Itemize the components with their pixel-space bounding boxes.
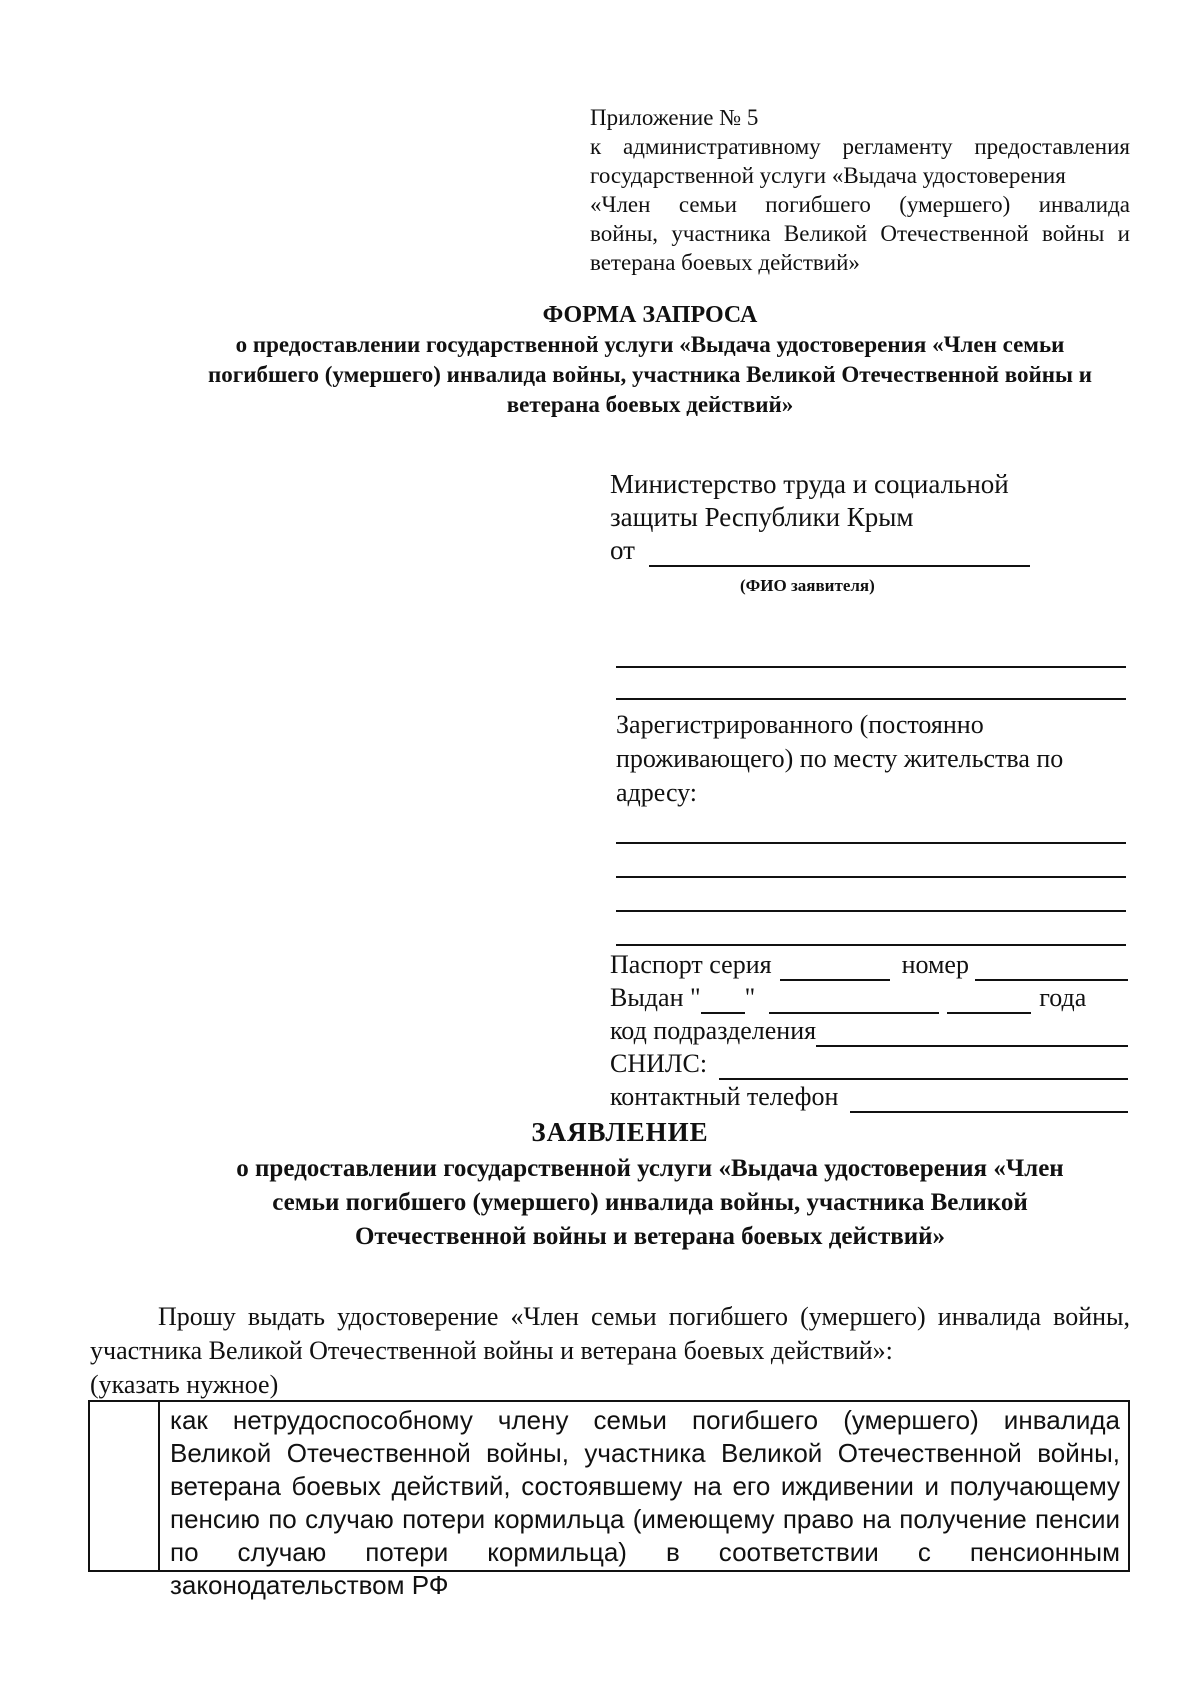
option-checkbox[interactable] [90, 1402, 160, 1570]
registered-line: Зарегистрированного (постоянно [616, 710, 984, 739]
passport-series-field[interactable] [780, 957, 890, 981]
statement-subtitle-line: о предоставлении государственной услуги «Выдача удостоверения «Член [236, 1155, 1064, 1182]
appendix-line: ветерана боевых действий» [590, 250, 860, 275]
form-title [120, 300, 1180, 420]
appendix-header [590, 103, 1130, 277]
appendix-number: Приложение № 5 [590, 105, 759, 130]
registered-line: адресу: [616, 778, 698, 807]
issued-month-field[interactable] [769, 990, 939, 1014]
address-line[interactable] [616, 876, 1126, 878]
appendix-line: государственной услуги «Выдача удостоверения [590, 163, 1066, 188]
option-text: как нетрудоспособному члену семьи погибшего (умершего) инвалида Великой Отечественной войны, участника Великой Отечественной войны, ветерана боевых действий, состоявшему на его иждивении и получающему пенсию по случаю потери кормильца (имеющему право на получение пенсии по случаю потери кормильца) в соответствии с пенсионным законодательством РФ [170, 1405, 1120, 1600]
addressee-block [610, 468, 1130, 1113]
fio-extra-line[interactable] [616, 666, 1126, 668]
form-title-line: о предоставлении государственной услуги «Выдача удостоверения «Член семьи [235, 332, 1065, 357]
phone-label: контактный телефон [610, 1082, 839, 1111]
snils-row [610, 1047, 1128, 1080]
from-row [610, 534, 1030, 567]
form-title-line: ветерана боевых действий» [506, 392, 794, 417]
registered-text [616, 708, 1130, 810]
passport-block [610, 948, 1128, 1113]
ministry-line: Министерство труда и социальной [610, 469, 1009, 499]
issued-day-field[interactable] [701, 990, 745, 1014]
passport-series-label: Паспорт серия [610, 950, 772, 979]
snils-field[interactable] [719, 1056, 1128, 1080]
snils-label: СНИЛС: [610, 1049, 708, 1078]
division-row [610, 1014, 1128, 1047]
statement-subtitle-line: Отечественной войны и ветерана боевых действий» [354, 1223, 946, 1250]
statement-subtitle-line: семьи погибшего (умершего) инвалида войны, участника Великой [272, 1189, 1028, 1216]
request-text: Прошу выдать удостоверение «Член семьи погибшего (умершего) инвалида войны, участника Великой Отечественной войны и ветерана боевых действий»: [90, 1302, 1130, 1365]
registered-line: проживающего) по месту жительства по [616, 744, 1064, 773]
address-line[interactable] [616, 842, 1126, 844]
statement-body [90, 1300, 1130, 1402]
issued-label: Выдан " [610, 983, 701, 1012]
form-heading: ФОРМА ЗАПРОСА [542, 302, 758, 328]
phone-row [610, 1080, 1128, 1113]
appendix-line: «Член семьи погибшего (умершего) инвалида [590, 192, 1130, 217]
ministry-line: защиты Республики Крым [610, 502, 914, 532]
fio-extra-line[interactable] [616, 698, 1126, 700]
address-line[interactable] [616, 910, 1126, 912]
choose-hint: (указать нужное) [90, 1370, 279, 1399]
appendix-line: войны, участника Великой Отечественной войны и [590, 221, 1130, 246]
from-label: от [610, 535, 635, 565]
division-code-field[interactable] [816, 1023, 1128, 1047]
issued-row [610, 981, 1128, 1014]
form-title-line: погибшего (умершего) инвалида войны, участника Великой Отечественной войны и [208, 362, 1092, 387]
statement-title: ЗАЯВЛЕНИЕ [531, 1117, 709, 1147]
fio-caption: (ФИО заявителя) [740, 576, 875, 595]
passport-number-field[interactable] [975, 957, 1128, 981]
fio-field[interactable] [649, 543, 1030, 567]
passport-row [610, 948, 1128, 981]
statement-subtitle [150, 1152, 1150, 1254]
division-code-label: код подразделения [610, 1016, 817, 1045]
year-label: года [1039, 983, 1087, 1012]
option-table [88, 1400, 1130, 1600]
appendix-line: к административному регламенту предоставления [590, 134, 1130, 159]
issued-year-field[interactable] [947, 990, 1031, 1014]
phone-field[interactable] [850, 1089, 1128, 1113]
issued-quote: " [744, 983, 756, 1012]
passport-number-label: номер [901, 950, 969, 979]
address-line[interactable] [616, 944, 1126, 946]
